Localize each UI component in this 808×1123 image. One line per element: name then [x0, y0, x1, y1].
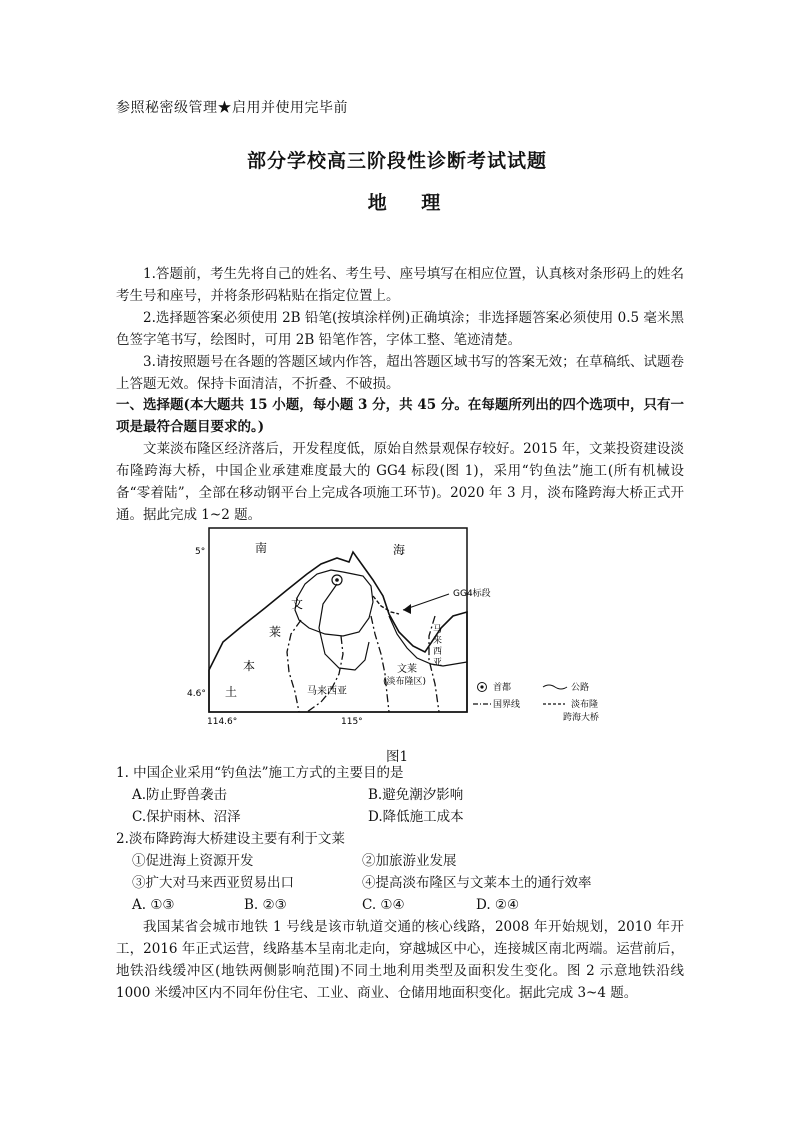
question-2-stem: 2.淡布降跨海大桥建设主要有利于文莱: [116, 831, 345, 847]
figure-1-map: [187, 524, 623, 736]
label-brunei-1: 文: [291, 597, 304, 611]
question-1-option-a: A.防止野兽袭击: [132, 787, 228, 803]
question-1-stem: 1. 中国企业采用“钓鱼法”施工方式的主要目的是: [116, 765, 404, 781]
label-lon-right: 115°: [341, 717, 363, 727]
label-brunei-4: 土: [225, 685, 238, 699]
label-temburong-1: 文莱: [397, 664, 417, 675]
question-2-item-1: ①促进海上资源开发: [132, 853, 254, 869]
question-2-option-b: B. ②③: [244, 897, 287, 913]
passage-2: 我国某省会城市地铁 1 号线是该市轨道交通的核心线路，2008 年开始规划，2010 年开工，2016 年正式运营，线路基本呈南北走向，穿越城区中心，连接城区南北两端。运营前后，地铁沿线缓冲区(地铁两侧影响范围)不同土地利用类型及面积发生变化。图 2 示意地铁沿线 1000 米缓冲区内不同年份住宅、工业、商业、仓储用地面积变化。据此完成 3~4 题。: [116, 919, 684, 1001]
legend-capital: 首都: [493, 683, 512, 693]
question-1-option-c: C.保护雨林、沼泽: [132, 809, 241, 825]
label-lat-bottom: 4.6°: [187, 689, 206, 699]
question-2-option-a: A. ①③: [132, 897, 175, 913]
label-temburong-2: (淡布隆区): [383, 677, 427, 687]
legend-bridge-1: 淡布隆: [571, 700, 599, 710]
question-2-option-d: D. ②④: [476, 897, 520, 913]
label-brunei-3: 本: [243, 659, 256, 673]
label-malaysia-r1: 马: [433, 625, 443, 635]
question-2-item-3: ③扩大对马来西亚贸易出口: [132, 875, 294, 891]
label-malaysia-r2: 来: [433, 636, 443, 646]
instruction-1: 1.答题前，考生先将自己的姓名、考生号、座号填写在相应位置，认真核对条形码上的姓名考生号和座号，并将条形码粘贴在指定位置上。: [116, 266, 684, 304]
exam-title: 部分学校高三阶段性诊断考试试题: [246, 150, 547, 172]
label-sea-2: 海: [393, 543, 406, 557]
label-malaysia-r3: 西: [433, 647, 443, 657]
question-2-item-2: ②加旅游业发展: [362, 853, 457, 869]
label-lon-left: 114.6°: [207, 717, 238, 727]
figure-1-caption: 图1: [385, 749, 409, 765]
legend-road: 公路: [571, 683, 590, 693]
instruction-3: 3.请按照题号在各题的答题区域内作答，超出答题区域书写的答案无效；在草稿纸、试题卷上答题无效。保持卡面清洁，不折叠、不破损。: [116, 354, 684, 392]
instruction-2: 2.选择题答案必须使用 2B 铅笔(按填涂样例)正确填涂；非选择题答案必须使用 0.5 毫米黑色签字笔书写，绘图时，可用 2B 铅笔作答，字体工整、笔迹清楚。: [116, 310, 684, 348]
subject-title: 地 理: [367, 192, 455, 214]
secret-level-header: 参照秘密级管理★启用并使用完毕前: [116, 100, 348, 116]
label-malaysia-center: 马来西亚: [307, 686, 347, 697]
question-2-item-4: ④提高淡布隆区与文莱本土的通行效率: [362, 875, 592, 891]
label-sea-1: 南: [255, 541, 268, 555]
label-gg4: GG4标段: [453, 589, 491, 599]
passage-1: 文莱淡布隆区经济落后，开发程度低，原始自然景观保存较好。2015 年，文莱投资建设淡布隆跨海大桥，中国企业承建难度最大的 GG4 标段(图 1)，采用“钓鱼法”施工(所有机械设备“零着陆”，全部在移动钢平台上完成各项施工环节)。2020 年 3 月，淡布隆跨海大桥正式开通。据此完成 1~2 题。: [116, 441, 684, 523]
question-2-option-c: C. ①④: [362, 897, 405, 913]
section-heading: 一、选择题(本大题共 15 小题，每小题 3 分，共 45 分。在每题所列出的四个选项中，只有一项是最符合题目要求的。): [116, 397, 684, 435]
label-lat-top: 5°: [195, 547, 206, 557]
legend-border: 国界线: [493, 700, 521, 710]
legend-bridge-2: 跨海大桥: [563, 713, 600, 723]
label-brunei-2: 莱: [269, 625, 282, 639]
question-1-option-b: B.避免潮汐影响: [368, 787, 464, 803]
question-1-option-d: D.降低施工成本: [368, 809, 464, 825]
label-malaysia-r4: 亚: [433, 658, 443, 668]
